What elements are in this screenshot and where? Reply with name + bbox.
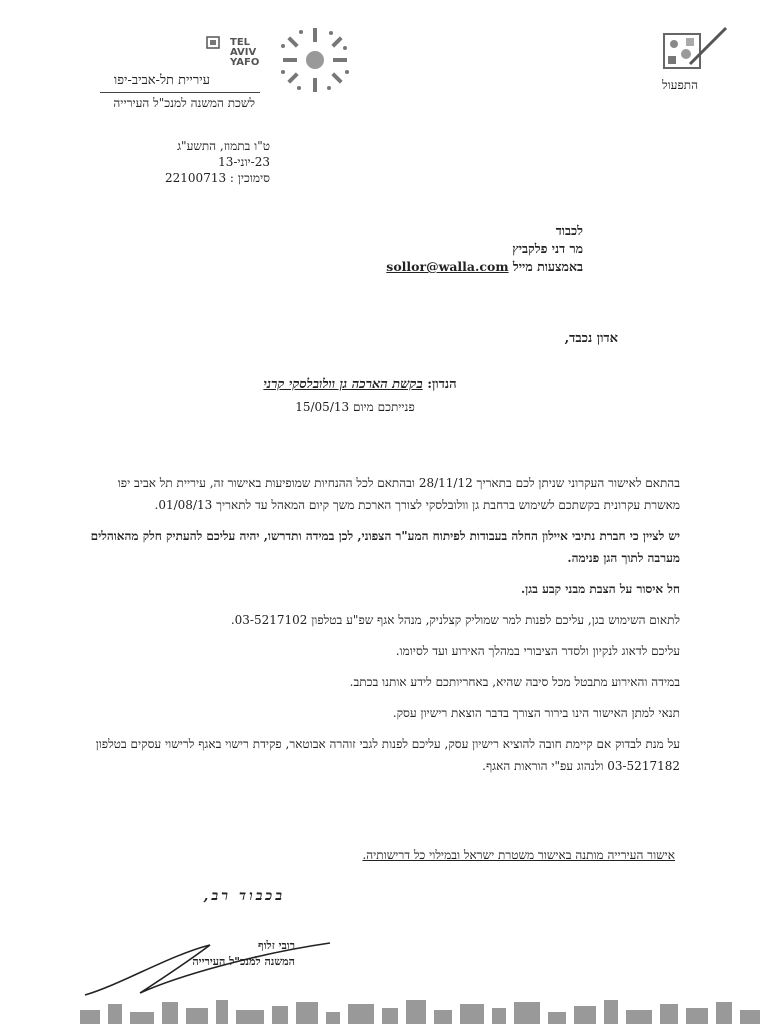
municipality-logo — [100, 24, 360, 114]
signer-title: המשנה למנכ"ל העירייה — [192, 955, 295, 968]
closing-line: בכבוד רב, — [203, 888, 285, 904]
emblem-icon — [205, 34, 221, 50]
date-block — [140, 138, 270, 186]
body-paragraph: תנאי למתן האישור הינו בירור הצורך בדבר הוצאת רישיון עסק. — [392, 706, 680, 720]
sunburst-logo-icon — [275, 24, 355, 96]
body-paragraph: בהתאם לאישור העקרוני שניתן לכם בתאריך 28/11/12 ובהתאם לכל ההנחיות שמופיעות באישור זה, עיריית תל אביב יפו מאשרת עקרונית בקשתכם לשימוש ברחבת גן וולובלסקי לצורך הארכת משך קיום המאהל עד לתאריך 01/08/13. — [117, 476, 680, 512]
body-paragraph: במידה והאירוע מתבטל מכל סיבה שהיא, באחריותכם לידע אותנו בכתב. — [349, 675, 680, 689]
gregorian-date: 23-יוני-13 — [218, 155, 270, 169]
operations-logo — [650, 24, 740, 104]
subject-label: הנדון: — [427, 377, 457, 392]
logo-text: TEL AVIV YAFO — [230, 37, 260, 68]
hebrew-date: ט"ו בתמוז, התשע"ג — [177, 139, 270, 153]
office-name: לשכת המשנה למנכ"ל העירייה — [113, 96, 255, 110]
header-divider — [100, 92, 260, 93]
body-paragraph: עליכם לדאוג לנקיון ולסדר הציבורי במהלך האירוע ועד לסיומו. — [395, 644, 680, 658]
signer-name: רובי זלוף — [258, 939, 295, 952]
reference-number: סימוכין : 22100713 — [165, 171, 270, 185]
recipient-block — [386, 222, 583, 276]
footer-pattern-icon — [80, 996, 760, 1024]
recipient-email[interactable]: sollor@walla.com — [386, 259, 509, 274]
approval-note: אישור העירייה מותנה באישור משטרת ישראל ובמילוי כל דרישותיה. — [362, 848, 675, 862]
subject-reference: פנייתכם מיום 15/05/13 — [295, 400, 415, 414]
recipient-to: לכבוד — [555, 223, 583, 238]
operations-logo-name: התפעול — [662, 78, 698, 92]
body-paragraph: יש לציין כי חברת נתיבי איילון החלה בעבודות לפיתוח המע"ר הצפוני, לכן במידה ותדרשו, יהיה עליכם להעתיק חלק מהאוהלים מערבה לתוך הגן פנימה. — [90, 529, 680, 565]
brush-logo-icon — [660, 24, 730, 76]
body-paragraph: על מנת לבדוק אם קיימת חובה להוציא רישיון עסק, עליכם לפנות לגבי זוהרה אבוטאר, פקידת רישוי באגף לרישוי עסקים בטלפון 03-5217182 ולנהוג עפ"י הוראות האגף. — [95, 737, 680, 773]
handwritten-signature-icon — [80, 935, 340, 1005]
body-paragraph: לתאום השימוש בגן, עליכם לפנות למר שמוליק קצלניק, מנהל אגף שפ"ע בטלפון 03-5217102. — [230, 613, 680, 627]
via-label: באמצעות מייל — [512, 259, 583, 274]
city-name: עיריית תל-אביב-יפו — [113, 73, 210, 88]
subject-text: בקשת הארכה גן וולובלסקי קרני — [263, 377, 423, 392]
body-paragraph: חל איסור על הצבת מבני קבע בגן. — [520, 582, 680, 596]
recipient-name: מר דני פלקביץ — [512, 241, 583, 256]
letter-body — [80, 472, 680, 786]
recipient-via — [386, 258, 583, 276]
subject-line — [200, 376, 520, 392]
greeting: אדון נכבד, — [564, 331, 618, 346]
